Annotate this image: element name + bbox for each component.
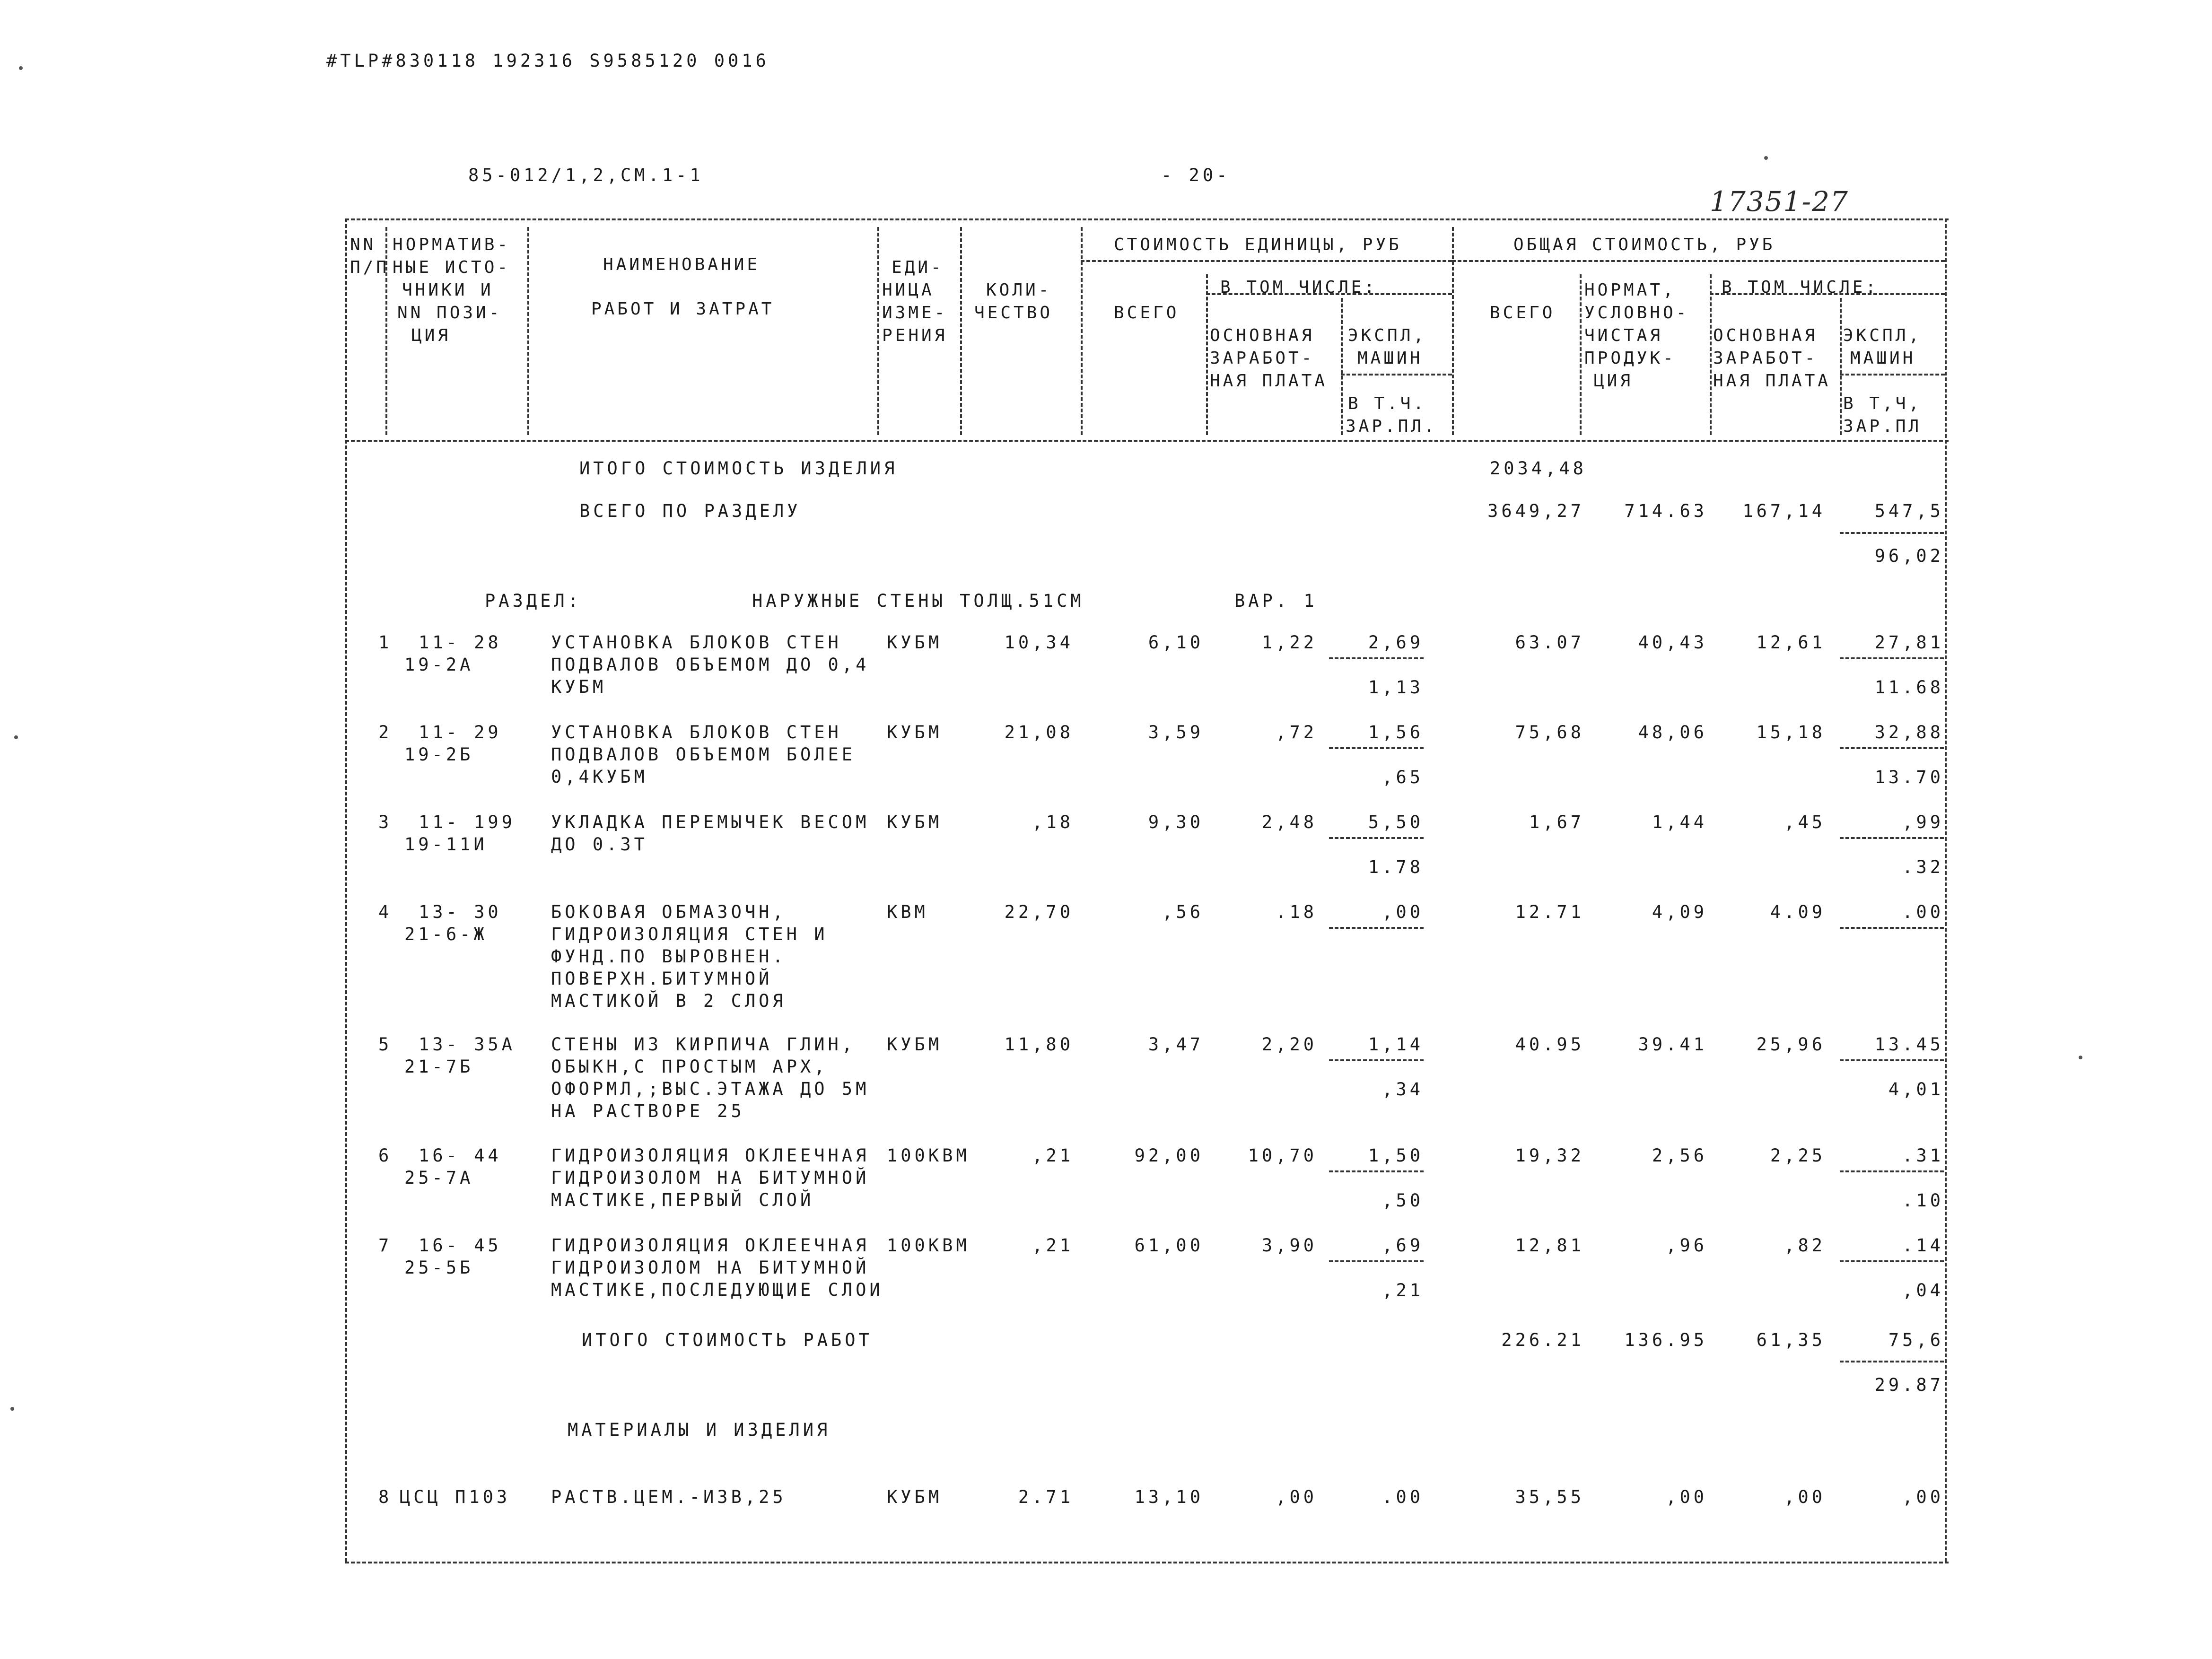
row-total-zar: 11.68 — [1874, 677, 1944, 698]
row-uosn: ,72 — [1276, 722, 1317, 742]
subtotal-rule — [1329, 747, 1424, 749]
row-ekspl: 32,88 — [1874, 722, 1944, 742]
row-number: 6 — [378, 1145, 393, 1166]
hdr-unit-3: ИЗМЕ- — [882, 303, 948, 323]
row-qty: 21,08 — [1004, 722, 1074, 742]
hdr-pp: П/П — [350, 258, 390, 277]
material-row-qty: 2.71 — [1018, 1487, 1074, 1507]
hdr-norm-4: NN ПОЗИ- — [397, 303, 502, 323]
row-total: 19,32 — [1515, 1145, 1584, 1166]
row-norm: 4,09 — [1652, 902, 1707, 922]
header-subrule — [1081, 260, 1452, 262]
material-row-ekspl: ,00 — [1902, 1487, 1944, 1507]
section-label: РАЗДЕЛ: — [485, 591, 582, 611]
row-unit: КУБМ — [887, 1034, 943, 1055]
row-unit: КВМ — [887, 902, 928, 922]
hdr-name-1: НАИМЕНОВАНИЕ — [603, 255, 761, 274]
hdr-norm-usl-3: ЧИСТАЯ — [1584, 326, 1663, 345]
hdr-unit-vsego: ВСЕГО — [1114, 303, 1180, 323]
row-total-zar: ,04 — [1902, 1280, 1944, 1301]
subtotal-rule — [1329, 1059, 1424, 1061]
col-sep — [1341, 298, 1343, 435]
row-number: 1 — [378, 632, 393, 653]
row-total-zar: .32 — [1902, 857, 1944, 877]
row-code-position: 21-6-Ж — [404, 924, 488, 944]
itogo-rabot-label: ИТОГО СТОИМОСТЬ РАБОТ — [582, 1330, 873, 1350]
row-uekspl: 2,69 — [1368, 632, 1424, 653]
row-uekspl: 1,56 — [1368, 722, 1424, 742]
table-bottom-border — [345, 1562, 1949, 1563]
hdr-ekspl-1: ЭКСПЛ, — [1348, 326, 1427, 345]
row-ucost: 92,00 — [1134, 1145, 1204, 1166]
col-sep — [1081, 227, 1083, 435]
hdr-ekspl2-2: МАШИН — [1850, 349, 1916, 368]
row-norm: 40,43 — [1638, 632, 1707, 653]
hdr-unit-v-tom-chisle: В ТОМ ЧИСЛЕ: — [1220, 278, 1378, 297]
row-total: 12.71 — [1515, 902, 1584, 922]
hdr-norm-usl-4: ПРОДУК- — [1584, 349, 1676, 368]
hdr-vtch2-1: В Т,Ч, — [1843, 394, 1922, 413]
row-osn: ,82 — [1784, 1235, 1826, 1256]
row-uekspl: 1,14 — [1368, 1034, 1424, 1055]
subtotal-rule — [1840, 532, 1944, 534]
row-name-line: УСТАНОВКА БЛОКОВ СТЕН — [551, 632, 842, 653]
col-sep — [1580, 274, 1582, 435]
hdr-osn-1: ОСНОВНАЯ — [1210, 326, 1315, 345]
itogo-izdeliya-total: 2034,48 — [1490, 458, 1587, 479]
row-ekspl: 13.45 — [1874, 1034, 1944, 1055]
row-osn: 25,96 — [1756, 1034, 1826, 1055]
row-osn: ,45 — [1784, 812, 1826, 832]
row-qty: 22,70 — [1004, 902, 1074, 922]
row-uekspl: 5,50 — [1368, 812, 1424, 832]
row-unit-zar: ,21 — [1382, 1280, 1424, 1301]
material-row-uosn: ,00 — [1276, 1487, 1317, 1507]
row-unit-zar: ,65 — [1382, 767, 1424, 787]
hdr-norm-usl-5: ЦИЯ — [1594, 371, 1634, 391]
row-name-line: ПОДВАЛОВ ОБЪЕМОМ БОЛЕЕ — [551, 744, 856, 765]
row-name-line: УСТАНОВКА БЛОКОВ СТЕН — [551, 722, 842, 742]
hdr-norm-usl-2: УСЛОВНО- — [1584, 303, 1689, 323]
col-sep — [877, 227, 879, 435]
hdr-osn2-1: ОСНОВНАЯ — [1713, 326, 1818, 345]
hdr-nn: NN — [350, 235, 376, 254]
hdr-norm-usl-1: НОРМАТ, — [1584, 280, 1676, 300]
row-name-line: ПОВЕРХН.БИТУМНОЙ — [551, 969, 773, 989]
hdr-osn2-3: НАЯ ПЛАТА — [1713, 371, 1831, 391]
row-unit: КУБМ — [887, 722, 943, 742]
vsego-razdel-osn: 167,14 — [1742, 501, 1826, 521]
subtotal-rule — [1840, 927, 1944, 929]
subtotal-rule — [1840, 1059, 1944, 1061]
row-total: 40.95 — [1515, 1034, 1584, 1055]
row-qty: ,21 — [1032, 1235, 1074, 1256]
row-total: 1,67 — [1529, 812, 1584, 832]
row-unit-zar: ,34 — [1382, 1079, 1424, 1100]
row-unit-zar: 1.78 — [1368, 857, 1424, 877]
row-uekspl: 1,50 — [1368, 1145, 1424, 1166]
row-name-line: ГИДРОИЗОЛОМ НА БИТУМНОЙ — [551, 1257, 870, 1278]
row-name-line: ПОДВАЛОВ ОБЪЕМОМ ДО 0,4 — [551, 655, 870, 675]
row-code: 11- 29 — [419, 722, 502, 742]
row-name-line: НА РАСТВОРЕ 25 — [551, 1101, 745, 1121]
scan-speck — [19, 66, 23, 70]
row-osn: 4.09 — [1770, 902, 1826, 922]
row-ucost: 61,00 — [1134, 1235, 1204, 1256]
row-code: 11- 28 — [419, 632, 502, 653]
row-code-position: 19-2Б — [404, 744, 474, 765]
row-norm: 2,56 — [1652, 1145, 1707, 1166]
row-name-line: ОБЫКН,С ПРОСТЫМ АРХ, — [551, 1057, 828, 1077]
row-code: 16- 44 — [419, 1145, 502, 1166]
hdr-qty-2: ЧЕСТВО — [974, 303, 1053, 323]
hdr-norm-1: НОРМАТИВ- — [393, 235, 511, 254]
row-ekspl: ,99 — [1902, 812, 1944, 832]
row-qty: ,21 — [1032, 1145, 1074, 1166]
subtotal-rule — [1840, 747, 1944, 749]
header-subrule — [1840, 374, 1945, 375]
row-ucost: 3,59 — [1148, 722, 1204, 742]
row-ekspl: 27,81 — [1874, 632, 1944, 653]
table-top-border — [345, 218, 1949, 220]
row-code-position: 21-7Б — [404, 1057, 474, 1077]
row-uosn: 2,20 — [1261, 1034, 1317, 1055]
row-name-line: МАСТИКЕ,ПЕРВЫЙ СЛОЙ — [551, 1190, 814, 1210]
row-unit: КУБМ — [887, 812, 943, 832]
hdr-osn2-2: ЗАРАБОТ- — [1713, 349, 1818, 368]
row-ekspl: .14 — [1902, 1235, 1944, 1256]
row-name-line: СТЕНЫ ИЗ КИРПИЧА ГЛИН, — [551, 1034, 856, 1055]
row-uekspl: ,00 — [1382, 902, 1424, 922]
table-right-border — [1945, 218, 1947, 1562]
col-sep — [1452, 227, 1454, 435]
row-name-line: МАСТИКОЙ В 2 СЛОЯ — [551, 991, 787, 1011]
itogo-izdeliya-label: ИТОГО СТОИМОСТЬ ИЗДЕЛИЯ — [579, 458, 898, 479]
itogo-rabot-total: 226.21 — [1501, 1330, 1584, 1350]
row-name-line: БОКОВАЯ ОБМАЗОЧН, — [551, 902, 787, 922]
col-sep — [1840, 298, 1842, 435]
subtotal-rule — [1329, 1170, 1424, 1172]
hdr-norm-2: НЫЕ ИСТО- — [393, 258, 511, 277]
row-qty: ,18 — [1032, 812, 1074, 832]
material-row-total: 35,55 — [1515, 1487, 1584, 1507]
row-norm: 39.41 — [1638, 1034, 1707, 1055]
col-sep — [1206, 274, 1208, 435]
row-code: 13- 30 — [419, 902, 502, 922]
row-norm: 48,06 — [1638, 722, 1707, 742]
material-row-osn: ,00 — [1784, 1487, 1826, 1507]
row-total: 75,68 — [1515, 722, 1584, 742]
hdr-unit-cost-title: СТОИМОСТЬ ЕДИНИЦЫ, РУБ — [1114, 235, 1402, 254]
top-code: #TLP#830118 192316 S9585120 0016 — [326, 51, 769, 71]
material-row-unit: КУБМ — [887, 1487, 943, 1507]
row-number: 3 — [378, 812, 393, 832]
hdr-norm-5: ЦИЯ — [411, 326, 451, 345]
hdr-total-vsego: ВСЕГО — [1490, 303, 1556, 323]
row-number: 7 — [378, 1235, 393, 1256]
itogo-rabot-zar: 29.87 — [1874, 1375, 1944, 1395]
subtotal-rule — [1840, 837, 1944, 839]
row-name-line: КУБМ — [551, 677, 607, 697]
scan-speck — [14, 735, 18, 739]
row-unit: КУБМ — [887, 632, 943, 653]
section-title: НАРУЖНЫЕ СТЕНЫ ТОЛЩ.51СМ — [752, 591, 1084, 611]
row-total: 63.07 — [1515, 632, 1584, 653]
row-norm: ,96 — [1666, 1235, 1707, 1256]
vsego-razdel-norm: 714.63 — [1624, 501, 1707, 521]
row-name-line: ГИДРОИЗОЛЯЦИЯ ОКЛЕЕЧНАЯ — [551, 1145, 870, 1166]
row-total-zar: .10 — [1902, 1190, 1944, 1211]
material-row-ucost: 13,10 — [1134, 1487, 1204, 1507]
material-row-code: ЦСЦ П103 — [400, 1487, 511, 1507]
row-unit-zar: 1,13 — [1368, 677, 1424, 698]
row-code-position: 25-5Б — [404, 1257, 474, 1278]
hdr-norm-3: ЧНИКИ И — [402, 280, 494, 300]
row-qty: 10,34 — [1004, 632, 1074, 653]
row-uekspl: ,69 — [1382, 1235, 1424, 1256]
row-code: 16- 45 — [419, 1235, 502, 1256]
row-code-position: 19-11И — [404, 834, 488, 855]
row-name-line: ГИДРОИЗОЛЯЦИЯ ОКЛЕЕЧНАЯ — [551, 1235, 870, 1256]
hdr-unit-4: РЕНИЯ — [882, 326, 948, 345]
col-sep — [527, 227, 529, 435]
scan-speck — [2079, 1056, 2082, 1059]
header-subrule — [1452, 260, 1945, 262]
doc-code: 85-012/1,2,CM.1-1 — [468, 165, 704, 185]
itogo-rabot-norm: 136.95 — [1624, 1330, 1707, 1350]
row-total-zar: 13.70 — [1874, 767, 1944, 787]
itogo-rabot-ekspl: 75,6 — [1888, 1330, 1944, 1350]
vsego-razdel-ekspl: 547,5 — [1874, 501, 1944, 521]
row-code: 11- 199 — [419, 812, 516, 832]
hdr-ekspl2-1: ЭКСПЛ, — [1843, 326, 1922, 345]
subtotal-rule — [1329, 837, 1424, 839]
header-bottom-border — [345, 440, 1949, 442]
row-ekspl: .31 — [1902, 1145, 1944, 1166]
row-code-position: 19-2А — [404, 655, 474, 675]
row-osn: 12,61 — [1756, 632, 1826, 653]
row-uosn: 2,48 — [1261, 812, 1317, 832]
subtotal-rule — [1329, 927, 1424, 929]
row-osn: 15,18 — [1756, 722, 1826, 742]
scan-speck — [10, 1407, 14, 1411]
col-sep — [960, 227, 962, 435]
row-unit: 100КВМ — [887, 1235, 970, 1256]
row-total-zar: 4,01 — [1888, 1079, 1944, 1100]
table-left-border — [345, 218, 347, 1562]
material-row-norm: ,00 — [1666, 1487, 1707, 1507]
row-unit-zar: ,50 — [1382, 1190, 1424, 1211]
row-ucost: 3,47 — [1148, 1034, 1204, 1055]
itogo-rabot-osn: 61,35 — [1756, 1330, 1826, 1350]
scan-speck — [1764, 156, 1768, 160]
row-number: 4 — [378, 902, 393, 922]
row-total: 12,81 — [1515, 1235, 1584, 1256]
hdr-vtch-2: ЗАР.ПЛ. — [1346, 417, 1437, 436]
subtotal-rule — [1840, 1170, 1944, 1172]
hdr-qty-1: КОЛИ- — [986, 280, 1052, 300]
page-number: - 20- — [1161, 165, 1231, 185]
hdr-osn-3: НАЯ ПЛАТА — [1210, 371, 1328, 391]
materials-label: МАТЕРИАЛЫ И ИЗДЕЛИЯ — [568, 1420, 831, 1440]
subtotal-rule — [1329, 657, 1424, 659]
row-uosn: .18 — [1276, 902, 1317, 922]
row-number: 5 — [378, 1034, 393, 1055]
row-ucost: ,56 — [1162, 902, 1204, 922]
hdr-osn-2: ЗАРАБОТ- — [1210, 349, 1315, 368]
row-qty: 11,80 — [1004, 1034, 1074, 1055]
subtotal-rule — [1329, 1260, 1424, 1262]
row-ucost: 6,10 — [1148, 632, 1204, 653]
subtotal-rule — [1840, 1260, 1944, 1262]
hdr-total-v-tom-chisle: В ТОМ ЧИСЛЕ: — [1722, 278, 1879, 297]
hdr-total-cost-title: ОБЩАЯ СТОИМОСТЬ, РУБ — [1513, 235, 1775, 254]
hdr-vtch-1: В Т.Ч. — [1348, 394, 1427, 413]
row-uosn: 1,22 — [1261, 632, 1317, 653]
vsego-razdel-label: ВСЕГО ПО РАЗДЕЛУ — [579, 501, 801, 521]
hdr-unit-2: НИЦА — [882, 280, 935, 300]
row-unit: 100КВМ — [887, 1145, 970, 1166]
row-number: 2 — [378, 722, 393, 742]
row-code-position: 25-7А — [404, 1168, 474, 1188]
header-subrule — [1341, 374, 1452, 375]
subtotal-rule — [1840, 1361, 1944, 1362]
row-name-line: ГИДРОИЗОЛОМ НА БИТУМНОЙ — [551, 1168, 870, 1188]
hdr-vtch2-2: ЗАР.ПЛ — [1843, 417, 1922, 436]
hdr-ekspl-2: МАШИН — [1357, 349, 1423, 368]
row-ucost: 9,30 — [1148, 812, 1204, 832]
section-variant: ВАР. 1 — [1234, 591, 1318, 611]
row-uosn: 10,70 — [1248, 1145, 1317, 1166]
row-name-line: МАСТИКЕ,ПОСЛЕДУЮЩИЕ СЛОИ — [551, 1280, 883, 1300]
row-osn: 2,25 — [1770, 1145, 1826, 1166]
material-row-number: 8 — [378, 1487, 393, 1507]
row-name-line: 0,4КУБМ — [551, 767, 648, 787]
row-uosn: 3,90 — [1261, 1235, 1317, 1256]
row-norm: 1,44 — [1652, 812, 1707, 832]
row-ekspl: .00 — [1902, 902, 1944, 922]
subtotal-rule — [1840, 657, 1944, 659]
row-name-line: ОФОРМЛ,;ВЫС.ЭТАЖА ДО 5М — [551, 1079, 870, 1099]
vsego-razdel-total: 3649,27 — [1487, 501, 1584, 521]
col-sep — [1710, 274, 1712, 435]
hdr-unit-1: ЕДИ- — [892, 258, 944, 277]
material-row-uekspl: .00 — [1382, 1487, 1424, 1507]
vsego-razdel-zar: 96,02 — [1874, 546, 1944, 566]
row-name-line: УКЛАДКА ПЕРЕМЫЧЕК ВЕСОМ — [551, 812, 870, 832]
row-name-line: ГИДРОИЗОЛЯЦИЯ СТЕН И — [551, 924, 828, 944]
row-name-line: ФУНД.ПО ВЫРОВНЕН. — [551, 946, 787, 967]
row-name-line: ДО 0.3Т — [551, 834, 648, 855]
hdr-name-2: РАБОТ И ЗАТРАТ — [591, 299, 775, 319]
material-row-name: РАСТВ.ЦЕМ.-ИЗВ,25 — [551, 1487, 787, 1507]
row-code: 13- 35А — [419, 1034, 516, 1055]
handwritten-number: 17351-27 — [1710, 185, 1849, 218]
